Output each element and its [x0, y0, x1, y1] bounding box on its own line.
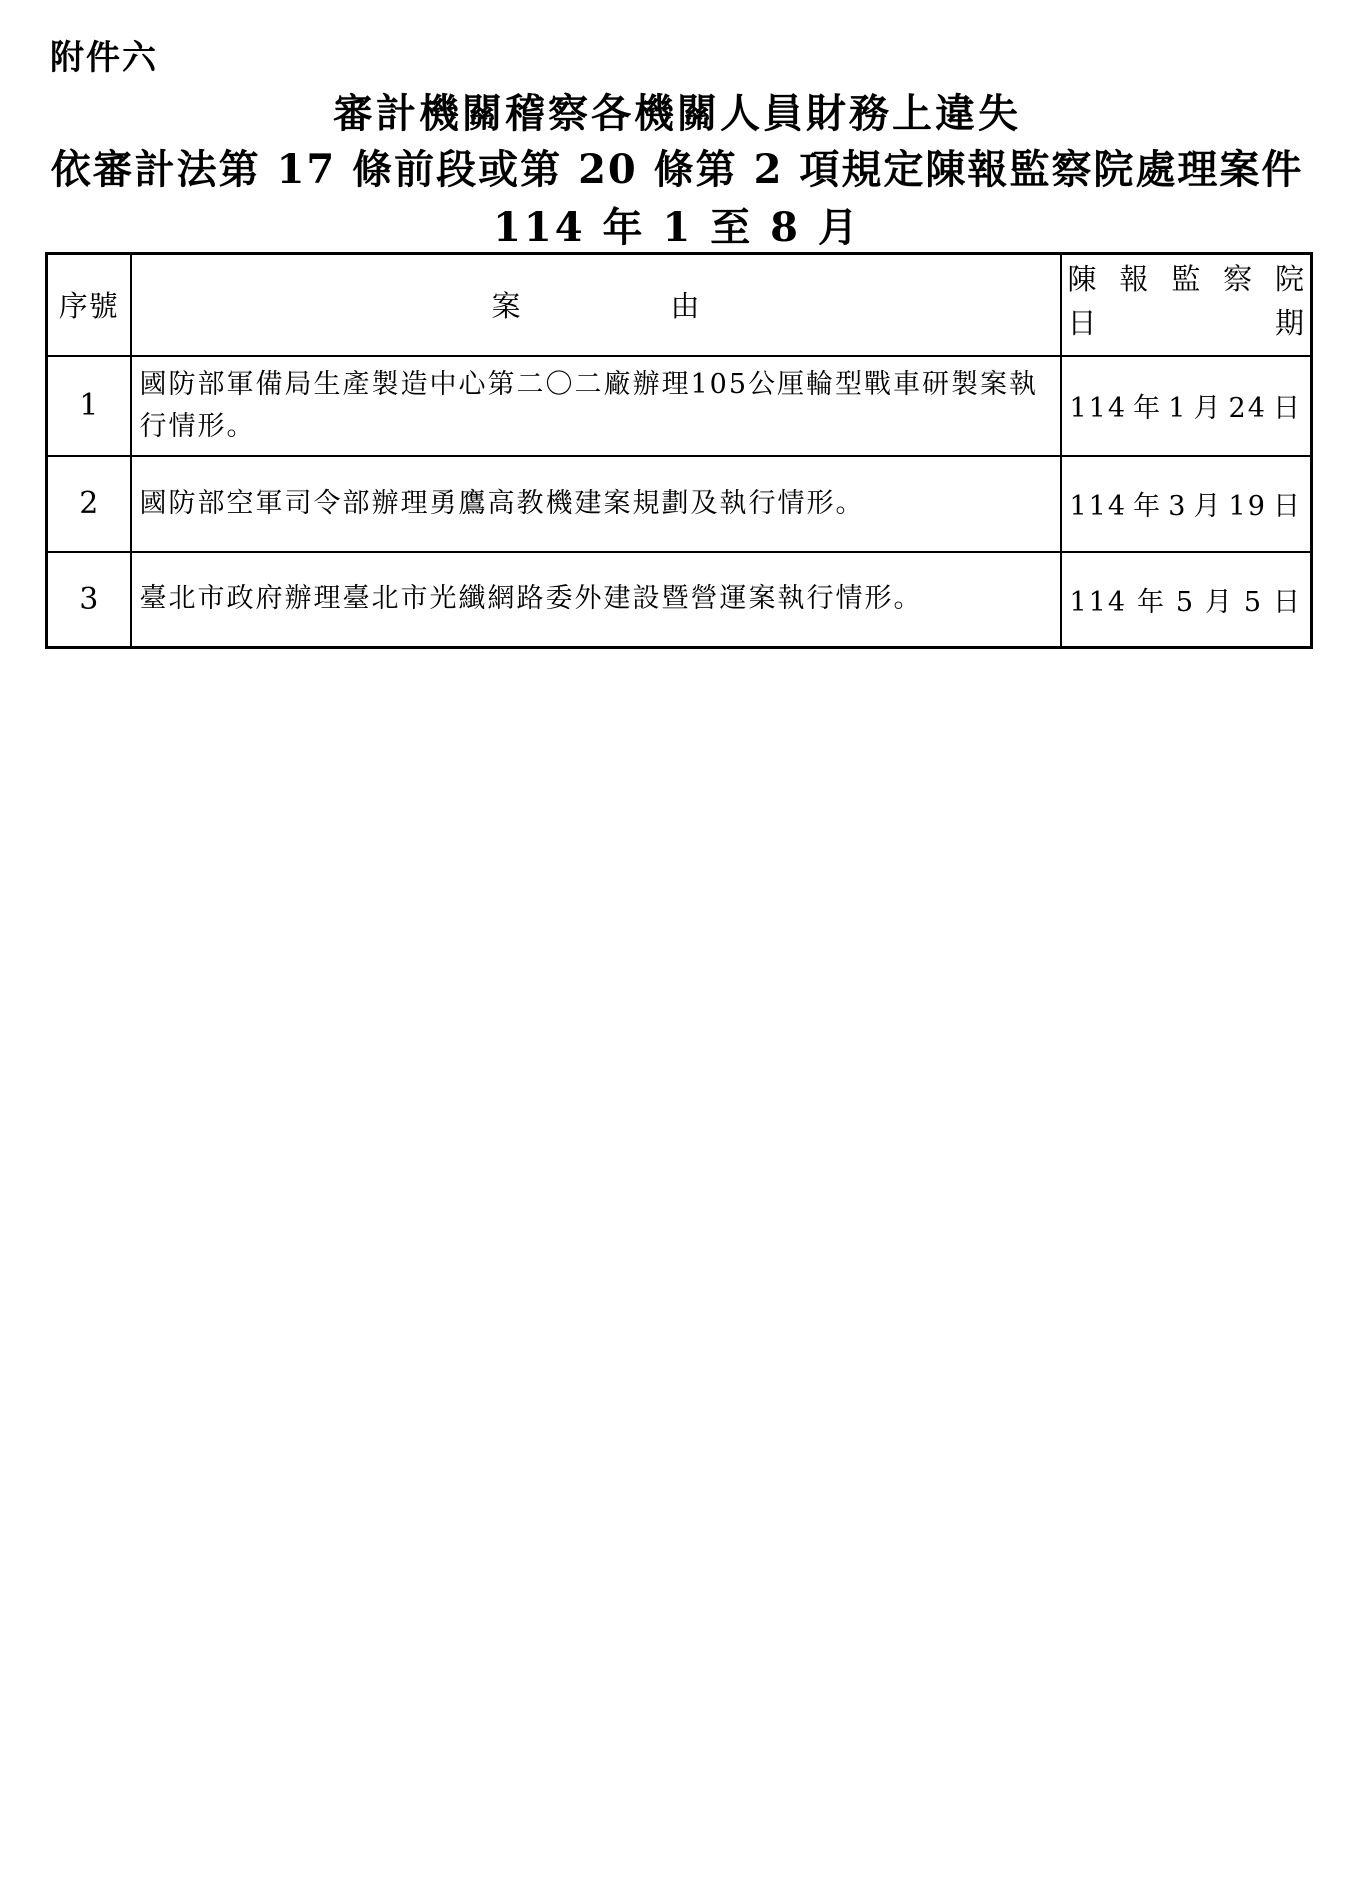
header-report-date-line1: 陳報監察院: [1067, 262, 1304, 296]
row-reason: 國防部軍備局生產製造中心第二〇二廠辦理105公厘輪型戰車研製案執行情形。: [131, 356, 1061, 456]
row-date: 114年3月19日: [1061, 456, 1312, 552]
header-date-right: 期: [1274, 306, 1304, 340]
table-row: [47, 356, 1312, 456]
row-date: 114年5月5日: [1061, 552, 1312, 648]
header-report-date: [1061, 254, 1312, 356]
row-seq: 3: [47, 552, 131, 648]
table-header-row: [47, 254, 1312, 356]
header-seq: 序號: [47, 254, 131, 356]
document-title-line-2: 依審計法第 17 條前段或第 20 條第 2 項規定陳報監察院處理案件: [50, 146, 1304, 193]
document-title-period: 114 年 1 至 8 月: [493, 204, 861, 251]
header-report-date-line2: [1068, 301, 1305, 345]
row-date: 114年1月24日: [1061, 356, 1312, 456]
document-title-line-1: 審計機關稽察各機關人員財務上違失: [333, 90, 1021, 137]
table-row: [47, 552, 1312, 648]
header-reason-left: 案: [491, 289, 521, 324]
row-reason: 臺北市政府辦理臺北市光纖網路委外建設暨營運案執行情形。: [131, 552, 1061, 648]
cases-table: [45, 252, 1313, 649]
header-reason: [131, 254, 1061, 356]
header-date-left: 日: [1067, 306, 1097, 340]
row-seq: 1: [47, 356, 131, 456]
table-row: [47, 456, 1312, 552]
row-seq: 2: [47, 456, 131, 552]
row-reason: 國防部空軍司令部辦理勇鷹高教機建案規劃及執行情形。: [131, 456, 1061, 552]
header-reason-right: 由: [670, 289, 700, 324]
attachment-label: 附件六: [50, 38, 158, 78]
